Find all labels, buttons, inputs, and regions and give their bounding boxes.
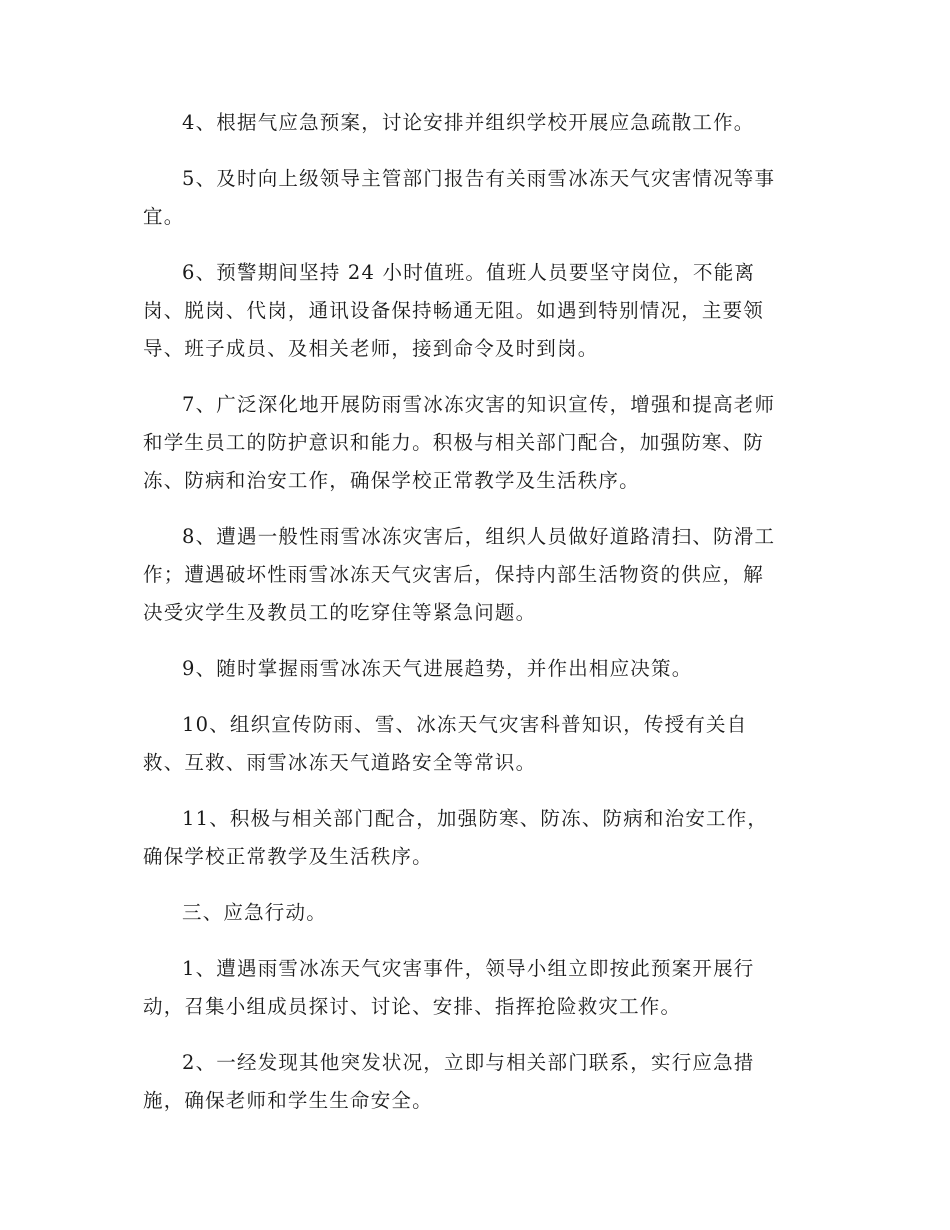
paragraph-action-2 (143, 1044, 807, 1120)
section-heading (143, 894, 807, 932)
text-line: 三、应急行动。 (182, 901, 327, 924)
text-line: 决受灾学生及教员工的吃穿住等紧急问题。 (143, 601, 537, 624)
text-line: 作；遭遇破坏性雨雪冰冻天气灾害后，保持内部生活物资的供应，解 (143, 563, 765, 586)
text-line: 6、预警期间坚持 24 小时值班。值班人员要坚守岗位，不能离 (182, 261, 756, 284)
paragraph-item-6 (143, 254, 807, 368)
text-line: 10、组织宣传防雨、雪、冰冻天气灾害科普知识，传授有关自 (182, 713, 748, 736)
text-line: 5、及时向上级领导主管部门报告有关雨雪冰冻天气灾害情况等事 (182, 167, 776, 190)
document-page (143, 104, 807, 1138)
text-line: 7、广泛深化地开展防雨雪冰冻灾害的知识宣传，增强和提高老师 (182, 393, 776, 416)
text-line: 冻、防病和治安工作，确保学校正常教学及生活秩序。 (143, 469, 640, 492)
text-line: 9、随时掌握雨雪冰冻天气进展趋势，并作出相应决策。 (182, 657, 693, 680)
text-line: 救、互救、雨雪冰冻天气道路安全等常识。 (143, 751, 537, 774)
paragraph-item-4 (143, 104, 807, 142)
paragraph-item-7 (143, 386, 807, 500)
text-line: 4、根据气应急预案，讨论安排并组织学校开展应急疏散工作。 (182, 111, 755, 134)
paragraph-action-1 (143, 950, 807, 1026)
text-line: 确保学校正常教学及生活秩序。 (143, 845, 433, 868)
text-line: 1、遭遇雨雪冰冻天气灾害事件，领导小组立即按此预案开展行 (182, 957, 755, 980)
text-line: 2、一经发现其他突发状况，立即与相关部门联系，实行应急措 (182, 1051, 755, 1074)
text-line: 8、遭遇一般性雨雪冰冻灾害后，组织人员做好道路清扫、防滑工 (182, 525, 776, 548)
paragraph-item-10 (143, 706, 807, 782)
text-line: 动，召集小组成员探讨、讨论、安排、指挥抢险救灾工作。 (143, 995, 682, 1018)
text-line: 和学生员工的防护意识和能力。积极与相关部门配合，加强防寒、防 (143, 431, 765, 454)
paragraph-item-5 (143, 160, 807, 236)
paragraph-item-8 (143, 518, 807, 632)
text-line: 导、班子成员、及相关老师，接到命令及时到岗。 (143, 337, 599, 360)
text-line: 宜。 (143, 205, 185, 228)
paragraph-item-11 (143, 800, 807, 876)
text-line: 11、积极与相关部门配合，加强防寒、防冻、防病和治安工作， (182, 807, 769, 830)
paragraph-item-9 (143, 650, 807, 688)
text-line: 岗、脱岗、代岗，通讯设备保持畅通无阻。如遇到特别情况，主要领 (143, 299, 765, 322)
text-line: 施，确保老师和学生生命安全。 (143, 1089, 433, 1112)
